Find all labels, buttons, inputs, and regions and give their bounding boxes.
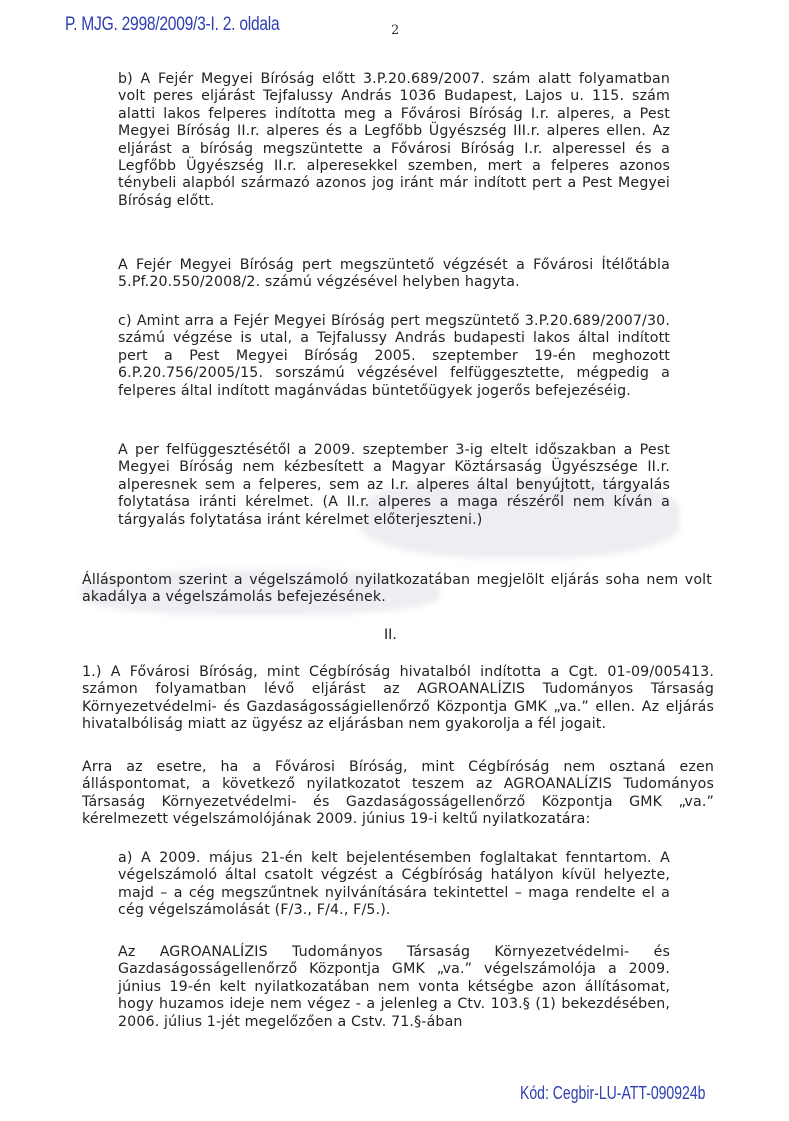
page-number: 2 (391, 23, 400, 38)
document-code: Kód: Cegbir-LU-ATT-090924b (520, 1083, 706, 1103)
section-heading: II. (384, 627, 397, 643)
document-reference: P. MJG. 2998/2009/3-I. 2. oldala (65, 14, 280, 35)
paragraph-1: 1.) A Fővárosi Bíróság, mint Cégbíróság hivatalból indította a Cgt. 01-09/005413. számon folyamatban lévő eljárást az AGROANALÍZIS Tudományos Társaság Környezetvédelmi- és Gazdaságosságiellenőrző Központja GMK „va.” ellen. Az eljárás hivatalbóliság miatt az ügyész az eljárásban nem gyakorolja a fél jogait. (82, 664, 714, 733)
paragraph-position: Álláspontom szerint a végelszámoló nyilatkozatában megjelölt eljárás soha nem volt akadálya a végelszámolás befejezésének. (82, 572, 712, 606)
paragraph-c: c) Amint arra a Fejér Megyei Bíróság pert megszüntető 3.P.20.689/2007/30. számú végzése is utal, a Tejfalussy András budapesti lakos által indított pert a Pest Megyei Bíróság 2005. szeptember 19-én meghozott 6.P.20.756/2005/15. sorszámú végzésével felfüggesztette, mégpedig a felperes által indított magánvádas büntetőügyek jogerős befejezéséig. (118, 313, 670, 399)
paragraph-itelotabla: A Fejér Megyei Bíróság pert megszüntető végzését a Fővárosi Ítélőtábla 5.Pf.20.550/2008/2. számú végzésével helyben hagyta. (118, 257, 670, 291)
paragraph-statement: Arra az esetre, ha a Fővárosi Bíróság, mint Cégbíróság nem osztaná ezen álláspontomat, a következő nyilatkozatot teszem az AGROANALÍZIS Tudományos Társaság Környezetvédelmi- és Gazdaságosságellenőrző Központja GMK „va.” kérelmezett végelszámolójának 2009. június 19-i keltű nyilatkozatára: (82, 759, 714, 828)
paragraph-agroanalizis: Az AGROANALÍZIS Tudományos Társaság Környezetvédelmi- és Gazdaságosságellenőrző Központja GMK „va.” végelszámolója a 2009. június 19-én kelt nyilatkozatában nem vonta kétségbe azon állításomat, hogy huzamos ideje nem végez - a jelenleg a Ctv. 103.§ (1) bekezdésében, 2006. július 1-jét megelőzően a Cstv. 71.§-ában (118, 944, 670, 1030)
paragraph-suspension: A per felfüggesztésétől a 2009. szeptember 3-ig eltelt időszakban a Pest Megyei Bíróság nem kézbesített a Magyar Köztársaság Ügyészsége II.r. alperesnek sem a felperes, sem az I.r. alperes által benyújtott, tárgyalás folytatása iránti kérelmet. (A II.r. alperes a maga részéről nem kíván a tárgyalás folytatása iránt kérelmet előterjeszteni.) (118, 442, 670, 528)
paragraph-a: a) A 2009. május 21-én kelt bejelentésemben foglaltakat fenntartom. A végelszámoló által csatolt végzést a Cégbíróság hatályon kívül helyezte, majd – a cég megszűntnek nyilvánítására tekintettel – maga rendelte el a cég végelszámolását (F/3., F/4., F/5.). (118, 850, 670, 919)
paragraph-b: b) A Fejér Megyei Bíróság előtt 3.P.20.689/2007. szám alatt folyamatban volt peres eljárást Tejfalussy András 1036 Budapest, Lajos u. 115. szám alatti lakos felperes indította meg a Fővárosi Bíróság I.r. alperes, a Pest Megyei Bíróság II.r. alperes és a Legfőbb Ügyészség III.r. alperes ellen. Az eljárást a bíróság megszüntette a Fővárosi Bíróság I.r. alperessel és a Legfőbb Ügyészség II.r. alperesekkel szemben, mert a felperes azonos ténybeli alapból származó azonos jog iránt már indított pert a Pest Megyei Bíróság előtt. (118, 71, 670, 209)
